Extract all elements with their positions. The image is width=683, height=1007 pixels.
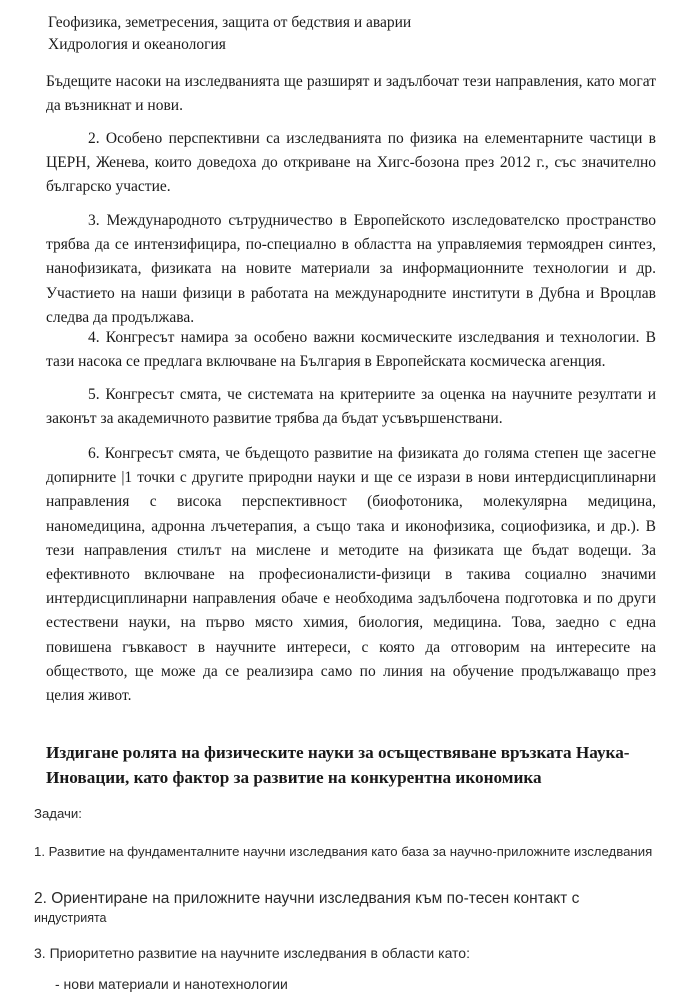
paragraph-space-research: 4. Конгресът намира за особено важни космическите изследвания и технологии. В тази насока се предлага включване на България в Европейската космическа агенция. xyxy=(46,329,656,371)
paragraph-future-directions: Бъдещите насоки на изследванията ще разширят и задълбочат тези направления, като могат да възникнат и нови. xyxy=(46,73,656,115)
paragraph-international-cooperation: 3. Международното сътрудничество в Европейското изследователско пространство трябва да се интензифицира, по-специално в областта на управляемия термоядрен синтез, нанофизиката, физиката на новите материали за информационните технологии и др. Участието на наши физици в работата на международните институти в Дубна и Вроцлав следва да продължава. xyxy=(46,212,656,326)
task-item-3: 3. Приоритетно развитие на научните изследвания в области като: xyxy=(34,945,470,961)
task-subitem: - нови материали и нанотехнологии xyxy=(55,976,288,992)
tasks-label: Задачи: xyxy=(34,806,82,821)
paragraph-evaluation-criteria: 5. Конгресът смята, че системата на критериите за оценка на научните резултати и законът за академичното развитие трябва да бъдат усъвършенствани. xyxy=(46,386,656,428)
task-item-2 xyxy=(34,889,659,928)
research-area-item: Геофизика, земетресения, защита от бедствия и аварии xyxy=(48,14,412,31)
task-item-2-continuation: индустрията xyxy=(34,911,107,925)
paragraph-interdisciplinary: 6. Конгресът смята, че бъдещото развитие на физиката до голяма степен ще засегне допирните |1 точки с другите природни науки и ще се изрази в нови интердисциплинарни направления с висока перспективност (биофотоника, молекулярна медицина, наномедицина, адронна лъчетерапия, а също така и иконофизика, социофизика, и др.). В тези направления стилът на мислене и методите на физиката ще бъдат водещи. За ефективното включване на професионалисти-физици в такива социално значими интердисциплинарни направления обаче е необходима задълбочена подготовка и по други естествени науки, на първо място химия, биология, медицина. Това, заедно с една повишена гъвкавост в научните интереси, с която да отговорим на интересите на обществото, ще може да се реализира само по линия на обучение продължаващо през целия живот. xyxy=(46,445,656,705)
research-area-item: Хидрология и океанология xyxy=(48,36,226,53)
research-area-list xyxy=(48,12,411,56)
section-heading: Издигане ролята на физическите науки за осъществяване връзката Наука-Иновации, като фактор за развитие на конкурентна икономика xyxy=(46,743,630,787)
paragraph-cern: 2. Особено перспективни са изследванията по физика на елементарните частици в ЦЕРН, Женева, които доведоха до откриване на Хигс-бозона през 2012 г., със значително българско участие. xyxy=(46,130,656,196)
task-item-2-text: 2. Ориентиране на приложните научни изследвания към по-тесен контакт с xyxy=(34,890,580,907)
task-item-1: 1. Развитие на фундаменталните научни изследвания като база за научно-приложните изследвания xyxy=(34,844,653,859)
